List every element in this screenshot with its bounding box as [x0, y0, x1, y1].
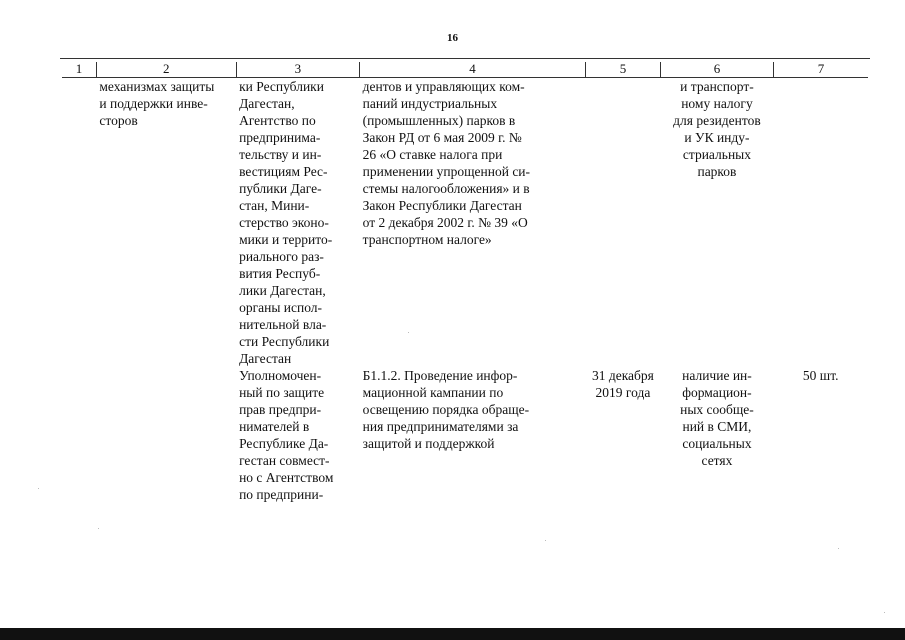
document-table [62, 62, 868, 503]
table-row [62, 367, 868, 503]
scan-speck [545, 540, 546, 541]
cell-indicator: и транспорт- ному налогу для резидентов и УК инду- стриальных парков [673, 79, 761, 179]
header-col-7: 7 [773, 62, 868, 78]
scan-speck [38, 488, 39, 489]
cell-number [62, 367, 96, 503]
table-top-rule [60, 58, 870, 59]
table-row [62, 78, 868, 368]
cell-action: дентов и управляющих ком- паний индустриальных (промышленных) парков в Закон РД от 6 мая 2009 г. № 26 «О ставке налога при применении упрощенной си- стемы налогообложения» и в Закон Республики Дагестан от 2 декабря 2002 г. № 39 «О транспортном налоге» [362, 79, 531, 247]
cell-number [62, 78, 96, 368]
cell-deadline: 31 декабря 2019 года [591, 368, 654, 400]
cell-measure: механизмах защиты и поддержки инве- сторов [99, 79, 215, 128]
cell-indicator: наличие ин- формацион- ных сообще- ний в СМИ, социальных сетях [680, 368, 754, 468]
scan-speck [884, 612, 885, 613]
cell-measure [96, 367, 236, 503]
header-col-3: 3 [236, 62, 360, 78]
header-col-6: 6 [661, 62, 774, 78]
cell-value: 50 шт. [802, 368, 839, 383]
scan-speck [98, 528, 99, 529]
header-col-4: 4 [360, 62, 586, 78]
header-col-1: 1 [62, 62, 96, 78]
scan-speck [408, 332, 409, 333]
table-body [62, 78, 868, 504]
header-col-2: 2 [96, 62, 236, 78]
header-col-5: 5 [585, 62, 660, 78]
table-header [62, 62, 868, 78]
scan-speck [838, 548, 839, 549]
cell-action: Б1.1.2. Проведение инфор- мационной кампании по освещению порядка обраще- ния предпринимателями за защитой и поддержкой [362, 368, 530, 451]
header-row [62, 62, 868, 78]
page-number: 16 [447, 32, 458, 44]
cell-executors: Уполномочен- ный по защите прав предпри- нимателей в Республике Да- гестан совмест- но с Агентством по предприни- [239, 368, 334, 502]
cell-deadline [585, 78, 660, 368]
scan-edge-band [0, 628, 905, 640]
cell-value [773, 78, 868, 368]
cell-executors: ки Республики Дагестан, Агентство по предпринима- тельству и ин- вестициям Рес- публики Даге- стан, Мини- стерство эконо- мики и террито- риального раз- вития Респуб- лики Дагестан, органы испол- нительной вла- сти Республики Дагестан [239, 79, 333, 366]
